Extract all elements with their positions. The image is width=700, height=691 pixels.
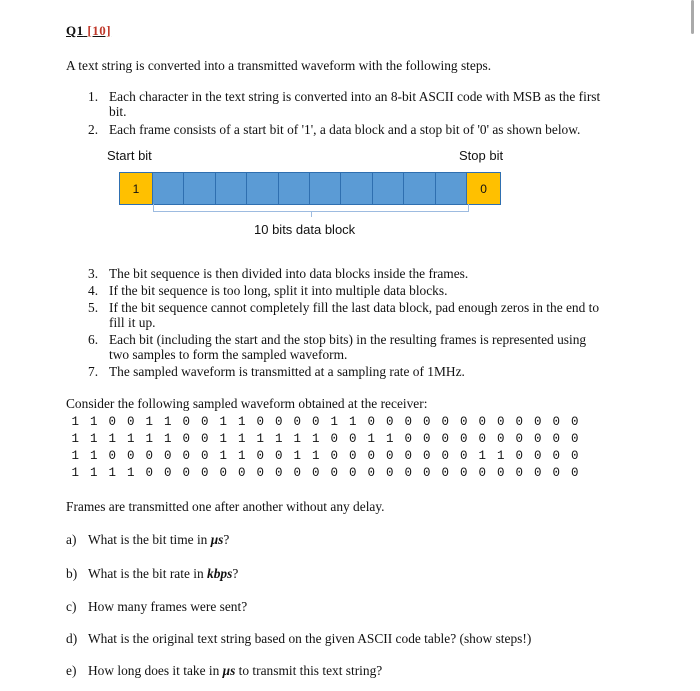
question-label: a) xyxy=(66,532,77,547)
waveform-sample: 0 xyxy=(422,432,431,446)
waveform-sample: 1 xyxy=(89,415,98,429)
waveform-sample: 0 xyxy=(274,415,283,429)
question-text: How long does it take in xyxy=(88,663,223,678)
question-label: b) xyxy=(66,566,78,581)
question-text: How many frames were sent? xyxy=(88,599,248,614)
waveform-sample: 0 xyxy=(441,415,449,429)
waveform-sample: 0 xyxy=(515,432,523,446)
step-number: 7. xyxy=(88,364,99,379)
question-unit: kbps xyxy=(207,566,233,581)
waveform-sample: 0 xyxy=(200,415,209,429)
waveform-sample: 0 xyxy=(459,432,468,446)
question-marks: [10] xyxy=(87,23,112,38)
waveform-sample: 0 xyxy=(108,449,116,463)
stop-bit-label: Stop bit xyxy=(459,148,504,163)
scrollbar[interactable] xyxy=(691,0,694,34)
waveform-sample: 0 xyxy=(533,415,542,429)
waveform-sample: 0 xyxy=(533,432,542,446)
waveform-sample: 0 xyxy=(496,415,505,429)
step-text: two samples to form the sampled waveform. xyxy=(109,347,348,362)
question-label: e) xyxy=(66,663,77,678)
waveform-row xyxy=(66,432,584,449)
waveform-intro: Consider the following sampled waveform obtained at the receiver: xyxy=(66,396,428,411)
data-bit-cell xyxy=(341,173,372,204)
waveform-sample: 0 xyxy=(552,466,560,480)
waveform-sample: 0 xyxy=(404,466,412,480)
waveform-row xyxy=(66,449,584,466)
waveform-sample: 0 xyxy=(496,466,505,480)
question-text-end: ? xyxy=(223,532,230,547)
question-text: What is the bit rate in xyxy=(88,566,207,581)
step-text: Each frame consists of a start bit of '1', a data block and a stop bit of '0' as shown below. xyxy=(109,122,581,137)
waveform-sample: 0 xyxy=(348,432,357,446)
question-unit: μs xyxy=(210,532,224,547)
step-number: 2. xyxy=(88,122,99,137)
question-item xyxy=(66,663,382,679)
question-label: d) xyxy=(66,631,78,646)
data-block-brace xyxy=(153,204,469,212)
question-item xyxy=(66,631,531,647)
waveform-sample: 1 xyxy=(71,415,79,429)
waveform-sample: 1 xyxy=(163,432,172,446)
waveform-sample: 0 xyxy=(219,466,227,480)
waveform-sample: 0 xyxy=(274,449,283,463)
data-bit-cell xyxy=(404,173,435,204)
waveform-sample: 0 xyxy=(200,449,209,463)
waveform-sample: 0 xyxy=(533,466,542,480)
waveform-sample: 1 xyxy=(293,449,301,463)
data-bit-cell xyxy=(279,173,310,204)
step-text: Each character in the text string is converted into an 8-bit ASCII code with MSB as the first xyxy=(109,89,601,104)
waveform-sample: 0 xyxy=(496,432,505,446)
waveform-sample: 1 xyxy=(71,432,79,446)
waveform-sample: 0 xyxy=(182,449,190,463)
waveform-sample: 0 xyxy=(515,466,523,480)
waveform-sample: 1 xyxy=(71,466,79,480)
waveform-sample: 1 xyxy=(126,432,135,446)
waveform-sample: 1 xyxy=(311,432,320,446)
waveform-sample: 1 xyxy=(348,415,357,429)
data-bit-cell xyxy=(184,173,215,204)
waveform-sample: 0 xyxy=(570,415,579,429)
waveform-sample: 0 xyxy=(330,449,338,463)
question-item xyxy=(66,532,229,548)
question-text: What is the bit time in xyxy=(88,532,211,547)
data-bit-cell xyxy=(216,173,247,204)
step-text: Each bit (including the start and the stop bits) in the resulting frames is represented using xyxy=(109,332,587,347)
step-text: If the bit sequence is too long, split it into multiple data blocks. xyxy=(109,283,448,298)
stop-bit-cell: 0 xyxy=(467,173,500,204)
waveform-sample: 0 xyxy=(422,449,431,463)
waveform-sample: 0 xyxy=(311,466,320,480)
waveform-sample: 0 xyxy=(459,466,468,480)
waveform-sample: 0 xyxy=(145,466,153,480)
frames-note: Frames are transmitted one after another without any delay. xyxy=(66,499,385,514)
question-text: What is the original text string based on the given ASCII code table? (show steps!) xyxy=(88,631,532,646)
waveform-sample: 0 xyxy=(367,466,375,480)
waveform-sample: 0 xyxy=(441,432,449,446)
waveform-sample: 0 xyxy=(293,415,301,429)
waveform-sample: 1 xyxy=(89,466,98,480)
waveform-sample: 1 xyxy=(367,432,375,446)
sampled-waveform xyxy=(66,415,584,483)
waveform-row xyxy=(66,415,584,432)
waveform-sample: 0 xyxy=(163,449,172,463)
waveform-sample: 0 xyxy=(274,466,283,480)
waveform-sample: 1 xyxy=(163,415,172,429)
waveform-sample: 0 xyxy=(385,415,394,429)
waveform-sample: 1 xyxy=(145,432,153,446)
waveform-sample: 1 xyxy=(478,449,486,463)
question-text-end: ? xyxy=(232,566,239,581)
waveform-sample: 0 xyxy=(256,449,264,463)
waveform-sample: 0 xyxy=(459,415,468,429)
step-text: If the bit sequence cannot completely fill the last data block, pad enough zeros in the end to xyxy=(109,300,600,315)
waveform-sample: 0 xyxy=(126,415,135,429)
waveform-sample: 0 xyxy=(311,415,320,429)
waveform-sample: 0 xyxy=(478,432,486,446)
waveform-sample: 0 xyxy=(385,466,394,480)
waveform-sample: 1 xyxy=(108,432,116,446)
waveform-sample: 1 xyxy=(219,415,227,429)
question-item xyxy=(66,566,238,582)
waveform-sample: 0 xyxy=(385,449,394,463)
waveform-sample: 1 xyxy=(237,432,246,446)
waveform-sample: 0 xyxy=(256,466,264,480)
question-unit: μs xyxy=(222,663,236,678)
waveform-sample: 1 xyxy=(293,432,301,446)
waveform-sample: 0 xyxy=(422,466,431,480)
waveform-sample: 0 xyxy=(108,415,116,429)
waveform-sample: 0 xyxy=(367,449,375,463)
waveform-sample: 0 xyxy=(515,449,523,463)
waveform-sample: 0 xyxy=(237,466,246,480)
start-bit-cell: 1 xyxy=(120,173,153,204)
waveform-sample: 1 xyxy=(274,432,283,446)
question-item xyxy=(66,599,247,615)
waveform-sample: 0 xyxy=(404,449,412,463)
waveform-sample: 0 xyxy=(330,466,338,480)
step-number: 4. xyxy=(88,283,99,298)
waveform-sample: 1 xyxy=(71,449,79,463)
waveform-sample: 0 xyxy=(570,466,579,480)
data-bit-cell xyxy=(373,173,404,204)
waveform-sample: 0 xyxy=(459,449,468,463)
waveform-sample: 0 xyxy=(552,432,560,446)
waveform-sample: 0 xyxy=(441,449,449,463)
waveform-sample: 0 xyxy=(256,415,264,429)
step-number: 3. xyxy=(88,266,99,281)
question-label: c) xyxy=(66,599,77,614)
intro-text: A text string is converted into a transmitted waveform with the following steps. xyxy=(66,58,492,73)
waveform-sample: 1 xyxy=(237,449,246,463)
data-bit-cell xyxy=(153,173,184,204)
waveform-sample: 0 xyxy=(182,466,190,480)
waveform-sample: 0 xyxy=(570,432,579,446)
waveform-sample: 0 xyxy=(200,432,209,446)
waveform-sample: 0 xyxy=(552,415,560,429)
waveform-sample: 1 xyxy=(126,466,135,480)
waveform-sample: 1 xyxy=(89,432,98,446)
waveform-sample: 1 xyxy=(311,449,320,463)
waveform-sample: 0 xyxy=(126,449,135,463)
step-number: 6. xyxy=(88,332,99,347)
waveform-sample: 0 xyxy=(145,449,153,463)
waveform-sample: 1 xyxy=(145,415,153,429)
waveform-sample: 0 xyxy=(367,415,375,429)
data-bit-cell xyxy=(247,173,278,204)
waveform-sample: 0 xyxy=(200,466,209,480)
waveform-sample: 0 xyxy=(478,415,486,429)
step-number: 5. xyxy=(88,300,99,315)
waveform-sample: 0 xyxy=(441,466,449,480)
step-text: bit. xyxy=(109,104,127,119)
frame-diagram xyxy=(119,172,501,205)
waveform-sample: 0 xyxy=(515,415,523,429)
step-text: The bit sequence is then divided into data blocks inside the frames. xyxy=(109,266,469,281)
data-block-label: 10 bits data block xyxy=(254,222,356,237)
step-text: The sampled waveform is transmitted at a sampling rate of 1MHz. xyxy=(109,364,465,379)
waveform-sample: 1 xyxy=(89,449,98,463)
waveform-sample: 0 xyxy=(533,449,542,463)
waveform-sample: 0 xyxy=(478,466,486,480)
question-number: Q1 xyxy=(66,23,84,38)
waveform-sample: 0 xyxy=(293,466,301,480)
waveform-sample: 0 xyxy=(182,432,190,446)
data-bit-cell xyxy=(310,173,341,204)
waveform-sample: 1 xyxy=(219,449,227,463)
waveform-sample: 0 xyxy=(182,415,190,429)
waveform-sample: 0 xyxy=(163,466,172,480)
question-text-end: to transmit this text string? xyxy=(235,663,383,678)
waveform-sample: 1 xyxy=(219,432,227,446)
waveform-sample: 1 xyxy=(496,449,505,463)
data-bit-cell xyxy=(436,173,467,204)
step-number: 1. xyxy=(88,89,99,104)
waveform-sample: 0 xyxy=(570,449,579,463)
data-block-brace-tick xyxy=(311,212,312,217)
waveform-sample: 0 xyxy=(552,449,560,463)
waveform-sample: 0 xyxy=(348,466,357,480)
waveform-row xyxy=(66,466,584,483)
step-text: fill it up. xyxy=(109,315,156,330)
waveform-sample: 1 xyxy=(256,432,264,446)
waveform-sample: 1 xyxy=(108,466,116,480)
waveform-sample: 0 xyxy=(404,432,412,446)
waveform-sample: 0 xyxy=(348,449,357,463)
question-heading xyxy=(66,23,111,39)
waveform-sample: 1 xyxy=(385,432,394,446)
start-bit-label: Start bit xyxy=(107,148,152,163)
waveform-sample: 1 xyxy=(330,415,338,429)
waveform-sample: 0 xyxy=(404,415,412,429)
waveform-sample: 0 xyxy=(330,432,338,446)
waveform-sample: 0 xyxy=(422,415,431,429)
waveform-sample: 1 xyxy=(237,415,246,429)
